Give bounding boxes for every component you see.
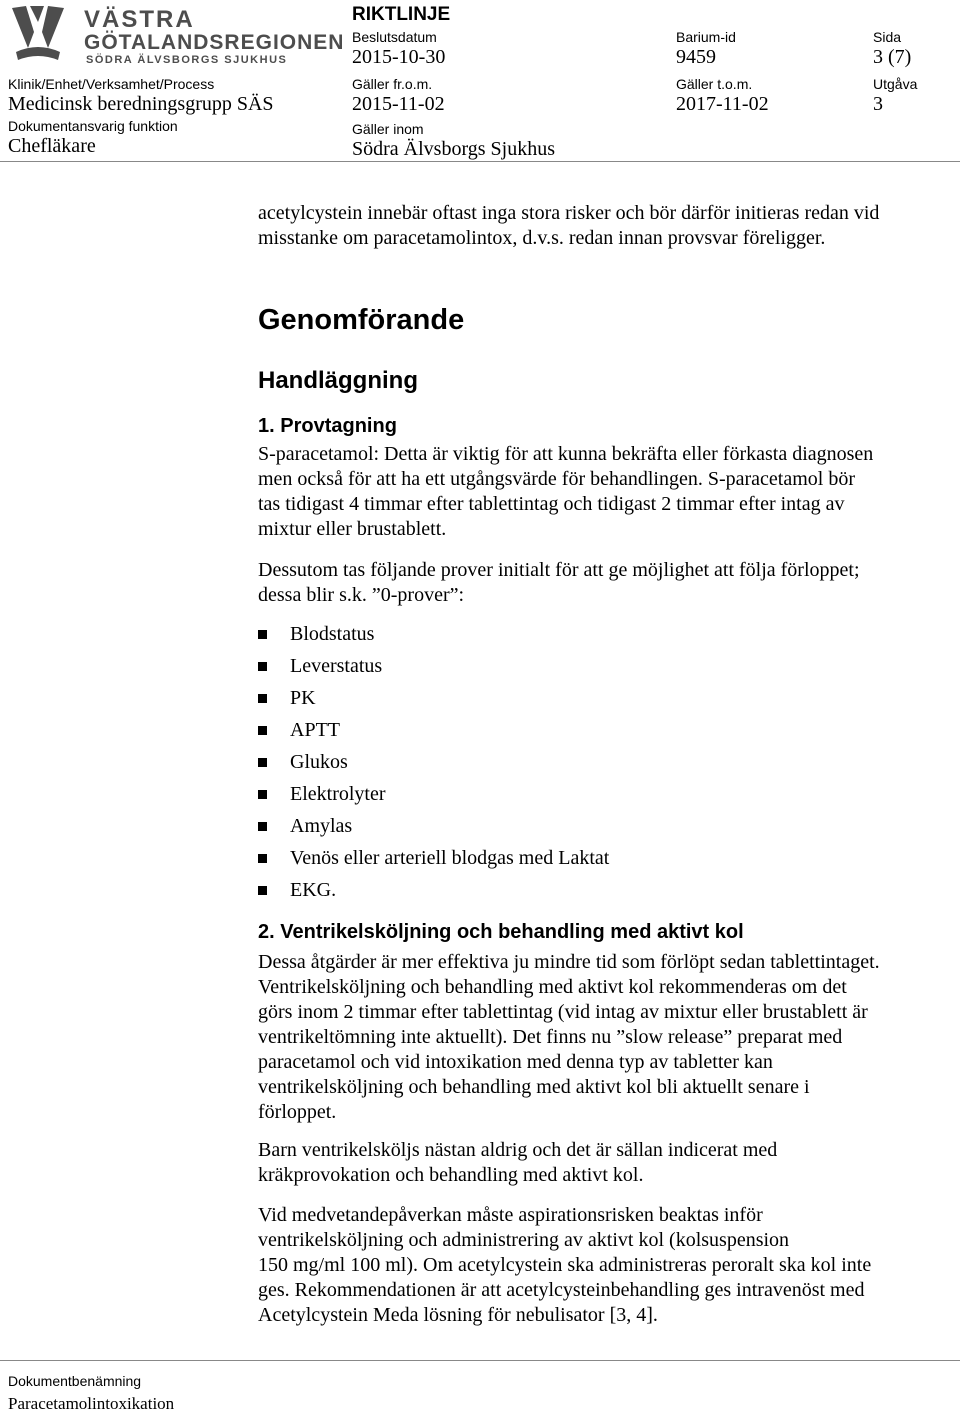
text-line: ges. Rekommendationen är att acetylcysteinbehandling ges intravenöst med [258,1279,865,1301]
text-line: mixtur eller brustablett. [258,518,447,540]
bullet-square-icon [258,790,267,799]
ventrikel-paragraph-2 [258,1138,930,1188]
vgr-logo-icon [8,2,68,64]
beslutsdatum-label: Beslutsdatum [352,29,437,45]
bullet-square-icon [258,662,267,671]
list-item-text: Blodstatus [290,623,375,645]
bullet-square-icon [258,694,267,703]
logo-wordmark-line2: GÖTALANDSREGIONEN [84,31,345,54]
text-line: Barn ventrikelsköljs nästan aldrig och det är sällan indicerat med [258,1139,778,1161]
text-line: förloppet. [258,1101,337,1123]
intro-paragraph [258,201,930,251]
list-item [258,652,609,684]
sida-label: Sida [873,29,902,45]
subsection-title-provtagning: 1. Provtagning [258,415,397,437]
bullet-square-icon [258,758,267,767]
subsection-title-ventrikelskoljning: 2. Ventrikelsköljning och behandling med aktivt kol [258,921,744,943]
ansvarig-value: Chefläkare [8,135,96,157]
bullet-square-icon [258,854,267,863]
galler-inom-value: Södra Älvsborgs Sjukhus [352,138,555,160]
beslutsdatum-value: 2015-10-30 [352,46,446,68]
list-item-text: Glukos [290,751,348,773]
text-line: Dessa åtgärder är mer effektiva ju mindre tid som förlöpt sedan tablettintaget. [258,951,880,973]
text-line: Acetylcystein Meda lösning för nebulisator [3, 4]. [258,1304,658,1326]
klinik-label: Klinik/Enhet/Verksamhet/Process [8,76,215,92]
bullet-square-icon [258,822,267,831]
galler-from-label: Gäller fr.o.m. [352,76,433,92]
klinik-value: Medicinsk beredningsgrupp SÄS [8,93,274,115]
galler-inom-label: Gäller inom [352,121,424,137]
prover-list [258,620,609,908]
logo-wordmark-line1: VÄSTRA [84,6,195,33]
galler-from-value: 2015-11-02 [352,93,445,115]
list-item-text: APTT [290,719,340,741]
prover-paragraph [258,558,930,608]
text-line: ventrikelsköljning och behandling med aktivt kol bli aktuellt senare i [258,1076,810,1098]
text-line: 150 mg/ml 100 ml). Om acetylcystein ska administreras peroralt ska kol inte [258,1254,872,1276]
barium-id-label: Barium-id [676,29,736,45]
galler-to-label: Gäller t.o.m. [676,76,753,92]
barium-id-value: 9459 [676,46,716,68]
text-line: görs inom 2 timmar efter tablettintag (vid intag av mixtur eller brustablett är [258,1001,868,1023]
text-line: Vid medvetandepåverkan måste aspirationsrisken beaktas inför [258,1204,763,1226]
list-item-text: Elektrolyter [290,783,386,805]
section-heading-handlaggning: Handläggning [258,367,418,394]
bullet-square-icon [258,726,267,735]
text-line: paracetamol och vid intoxikation med denna typ av tabletter kan [258,1051,773,1073]
text-line: Ventrikelsköljning och behandling med aktivt kol rekommenderas om det [258,976,847,998]
bullet-square-icon [258,630,267,639]
ventrikel-paragraph-1 [258,950,930,1125]
utgava-value: 3 [873,93,883,115]
provtagning-paragraph [258,442,930,542]
intro-line: misstanke om paracetamolintox, d.v.s. redan innan provsvar föreligger. [258,227,826,249]
list-item-text: EKG. [290,879,337,901]
list-item-text: Amylas [290,815,353,837]
footer-label: Dokumentbenämning [8,1373,142,1389]
list-item [258,748,609,780]
text-line: ventrikelsköljning och administrering av aktivt kol (kolsuspension [258,1229,790,1251]
list-item [258,812,609,844]
document-type: RIKTLINJE [352,4,451,25]
footer-document-name: Paracetamolintoxikation [8,1394,175,1413]
text-line: tas tidigast 4 timmar efter tablettintag och tidigast 2 timmar efter intag av [258,493,845,515]
section-heading-genomforande: Genomförande [258,304,465,336]
list-item [258,684,609,716]
list-item [258,780,609,812]
list-item-text: Leverstatus [290,655,383,677]
list-item [258,844,609,876]
galler-to-value: 2017-11-02 [676,93,769,115]
list-item [258,620,609,652]
text-line: Dessutom tas följande prover initialt för att ge möjlighet att följa förloppet; [258,559,860,581]
ansvarig-label: Dokumentansvarig funktion [8,118,178,134]
header-divider [0,161,960,162]
ventrikel-paragraph-3 [258,1203,930,1328]
text-line: S-paracetamol: Detta är viktig för att kunna bekräfta eller förkasta diagnosen [258,443,874,465]
sida-value: 3 (7) [873,46,912,68]
bullet-square-icon [258,886,267,895]
list-item [258,716,609,748]
list-item-text: Venös eller arteriell blodgas med Laktat [290,847,610,869]
text-line: dessa blir s.k. ”0-prover”: [258,584,465,606]
intro-line: acetylcystein innebär oftast inga stora risker och bör därför initieras redan vid [258,202,880,224]
list-item [258,876,609,908]
utgava-label: Utgåva [873,76,918,92]
text-line: men också för att ha ett utgångsvärde för behandlingen. S-paracetamol bör [258,468,856,490]
text-line: ventrikeltömning inte aktuellt). Det finns nu ”slow release” preparat med [258,1026,843,1048]
footer-divider [0,1360,960,1361]
logo-wordmark-line3: SÖDRA ÄLVSBORGS SJUKHUS [86,54,288,66]
list-item-text: PK [290,687,316,709]
text-line: kräkprovokation och behandling med aktivt kol. [258,1164,644,1186]
